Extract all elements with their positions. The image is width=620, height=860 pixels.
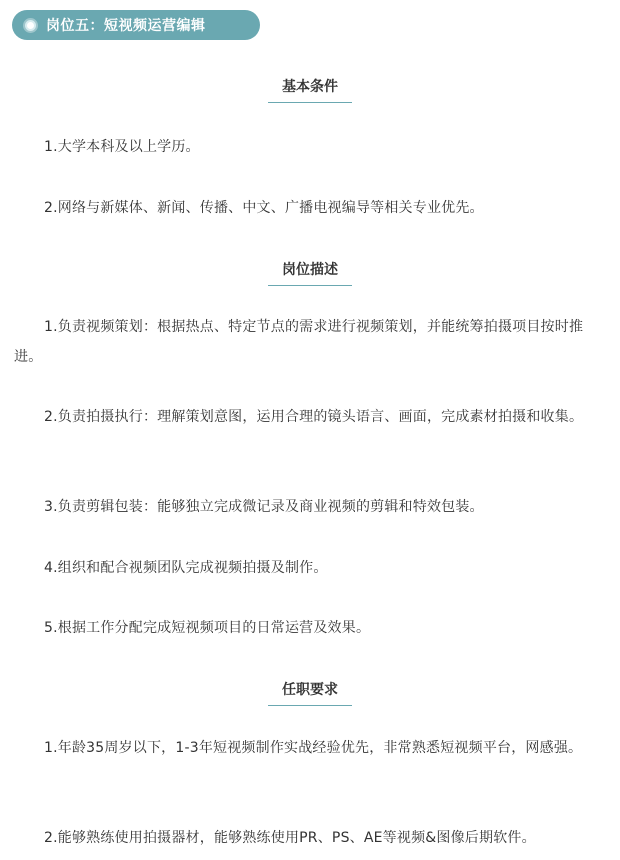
requirements-item-1: 1.年龄35周岁以下，1-3年短视频制作实战经验优先，非常熟悉短视频平台，网感强。	[44, 740, 583, 756]
heading-requirements-text: 任职要求	[268, 679, 352, 706]
bullet-dot-icon	[25, 20, 36, 31]
heading-basic	[0, 76, 620, 103]
heading-requirements	[0, 679, 620, 706]
requirements-item-2: 2.能够熟练使用拍摄器材，能够熟练使用PR、PS、AE等视频&图像后期软件。	[44, 830, 536, 846]
description-item-5: 5.根据工作分配完成短视频项目的日常运营及效果。	[44, 620, 371, 636]
section-title-banner	[12, 10, 260, 40]
description-item-2: 2.负责拍摄执行：理解策划意图，运用合理的镜头语言、画面，完成素材拍摄和收集。	[44, 409, 584, 425]
description-item-3: 3.负责剪辑包装：能够独立完成微记录及商业视频的剪辑和特效包装。	[44, 499, 484, 515]
heading-basic-text: 基本条件	[268, 76, 352, 103]
basic-item-2: 2.网络与新媒体、新闻、传播、中文、广播电视编导等相关专业优先。	[44, 200, 484, 216]
heading-description-text: 岗位描述	[268, 259, 352, 286]
description-item-1: 1.负责视频策划：根据热点、特定节点的需求进行视频策划，并能统筹拍摄项目按时推进。	[14, 319, 584, 365]
basic-item-1: 1.大学本科及以上学历。	[44, 139, 200, 155]
section-title: 岗位五：短视频运营编辑	[46, 18, 206, 34]
description-item-4: 4.组织和配合视频团队完成视频拍摄及制作。	[44, 560, 328, 576]
heading-description	[0, 259, 620, 286]
